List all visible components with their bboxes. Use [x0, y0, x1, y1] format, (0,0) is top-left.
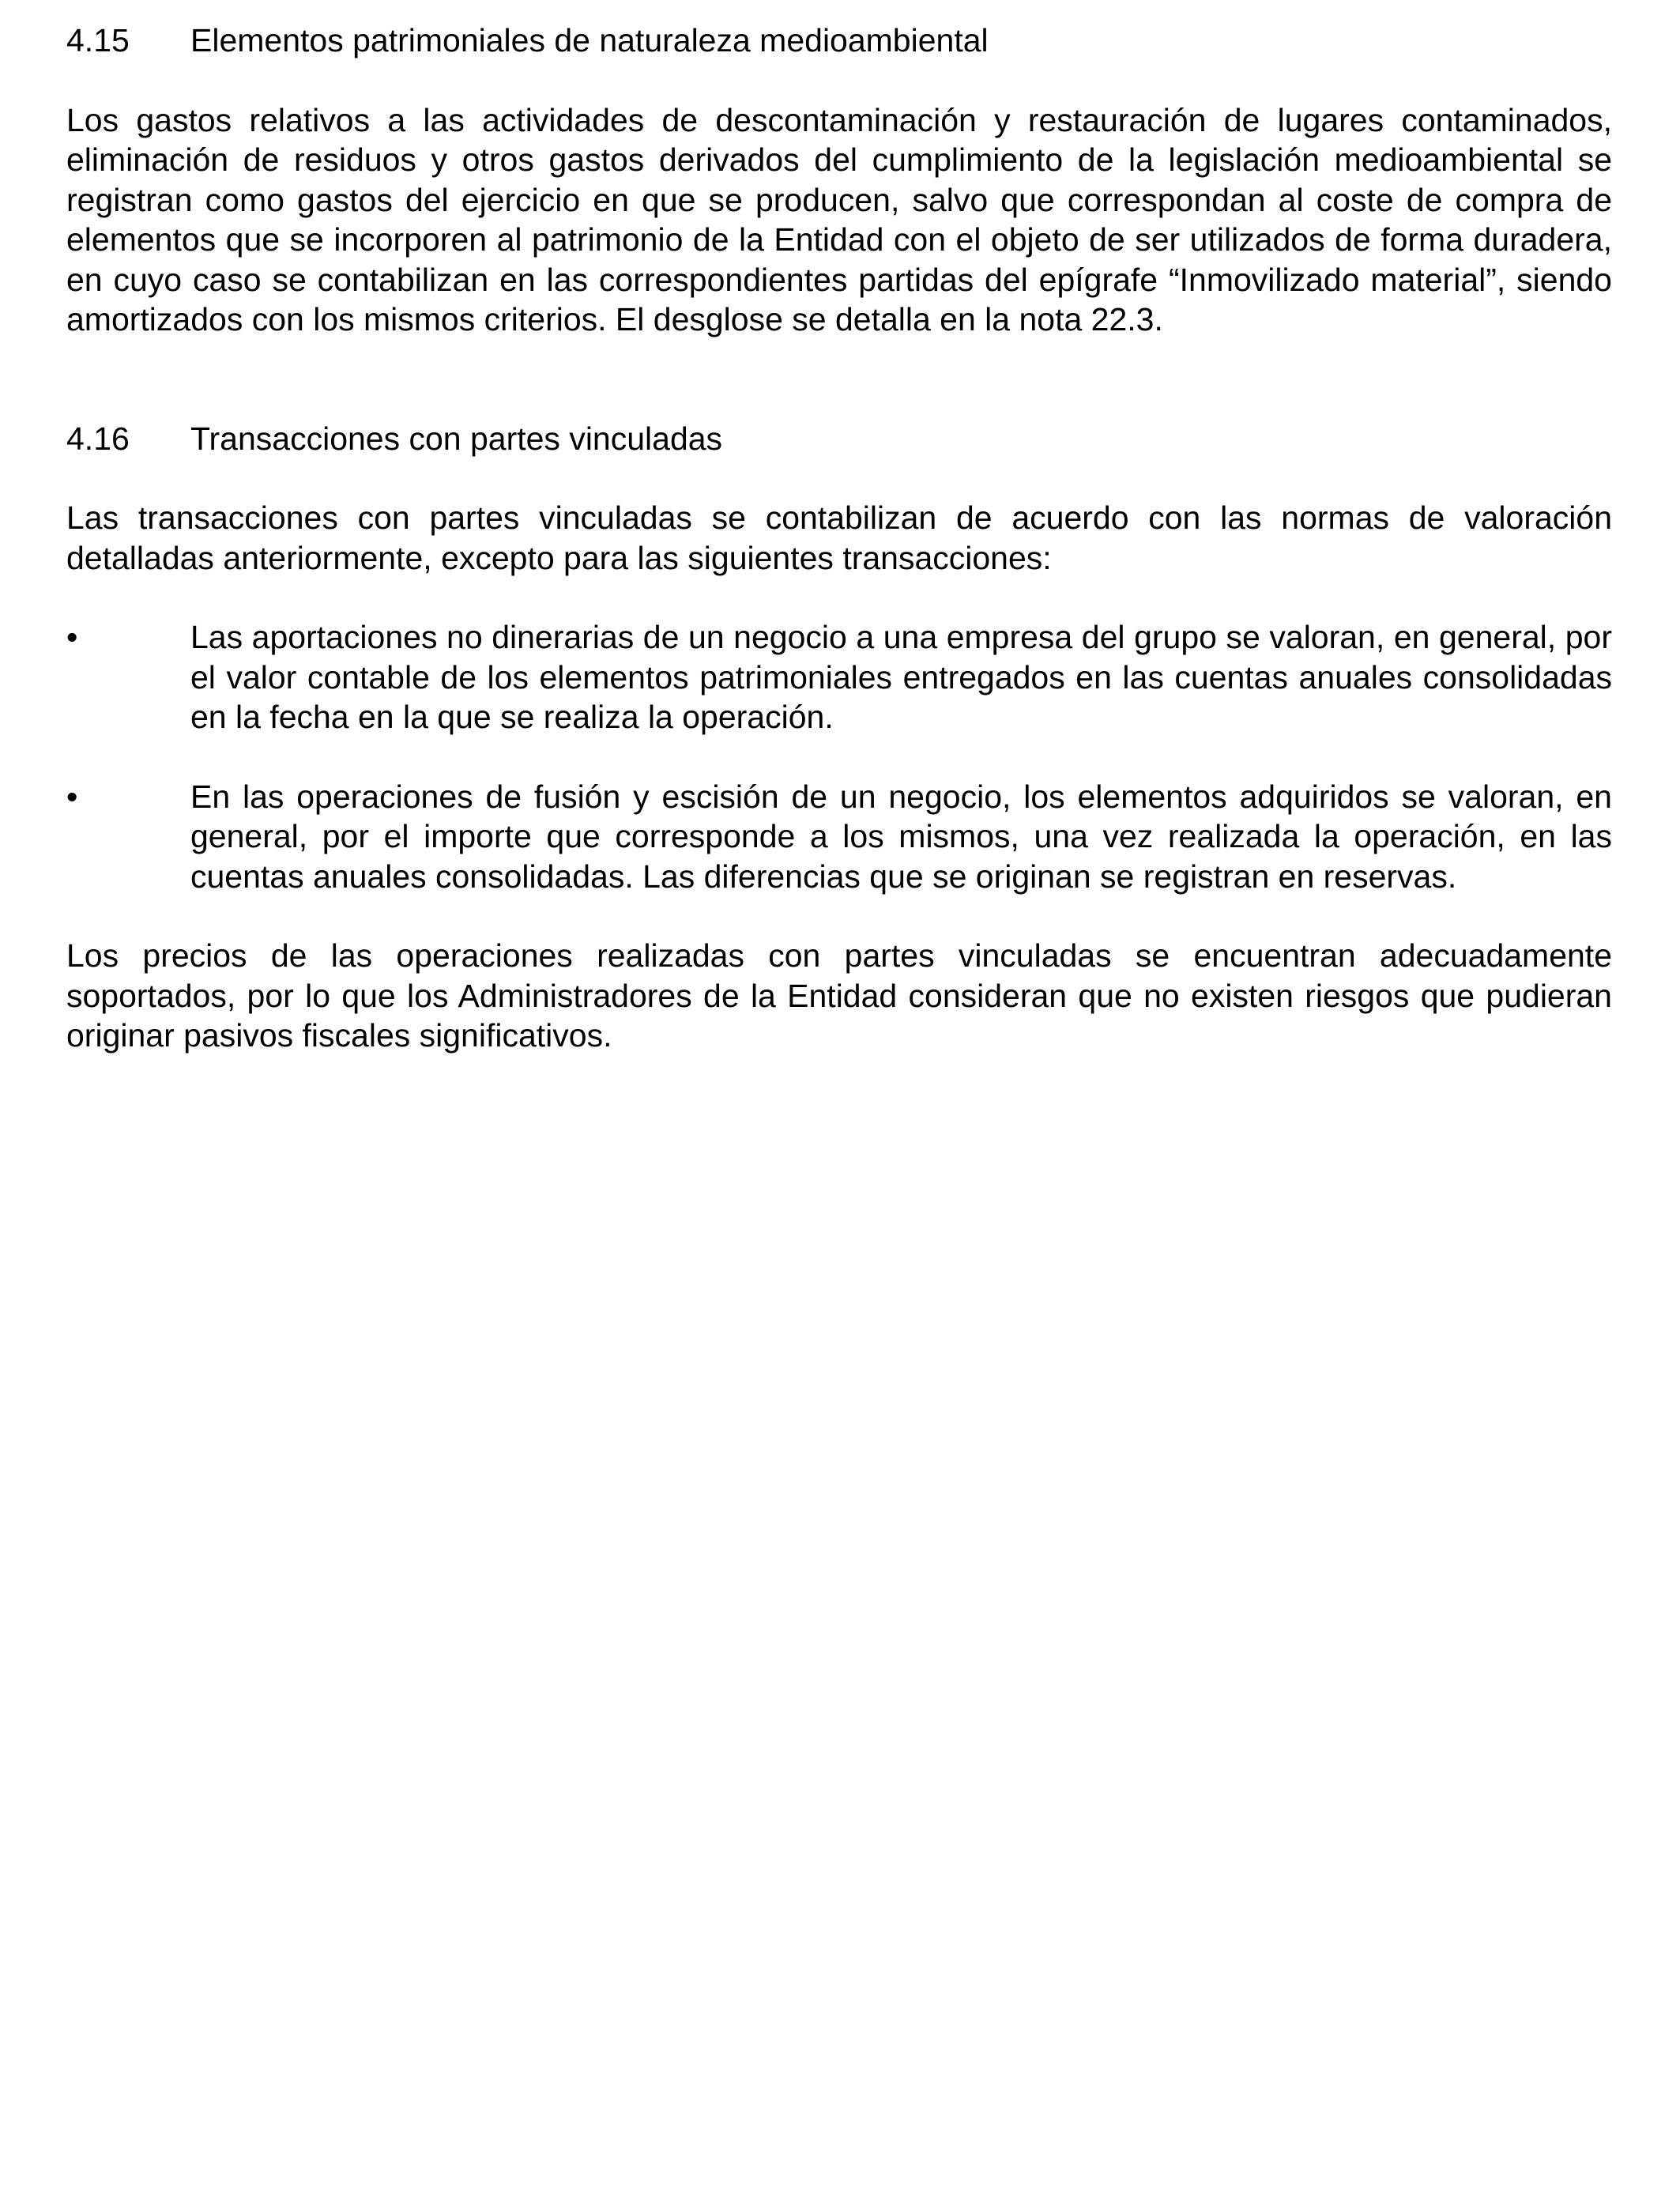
section-heading-4-16	[66, 419, 1612, 459]
section-4-16-intro: Las transacciones con partes vinculadas se contabilizan de acuerdo con las normas de valoración detalladas anteriormente, excepto para las siguientes transacciones:	[66, 499, 1612, 576]
bullet-mark: •	[66, 619, 78, 655]
bullet-mark: •	[66, 778, 78, 815]
bullet-text: Las aportaciones no dinerarias de un negocio a una empresa del grupo se valoran, en general, por el valor contable de los elementos patrimoniales entregados en las cuentas anuales consolidadas en la fecha en la que se realiza la operación.	[190, 619, 1612, 735]
section-title: Elementos patrimoniales de naturaleza medioambiental	[190, 22, 989, 58]
section-title: Transacciones con partes vinculadas	[190, 420, 723, 457]
bullet-item	[66, 617, 1612, 737]
section-4-16-closing: Los precios de las operaciones realizadas con partes vinculadas se encuentran adecuadamente soportados, por lo que los Administradores de la Entidad consideran que no existen riesgos que pudieran originar pasivos fiscales significativos.	[66, 937, 1612, 1054]
document-page	[66, 21, 1612, 1056]
section-number: 4.16	[66, 420, 130, 457]
section-number: 4.15	[66, 22, 130, 58]
section-heading-4-15	[66, 21, 1612, 61]
bullet-item	[66, 777, 1612, 897]
bullet-text: En las operaciones de fusión y escisión de un negocio, los elementos adquiridos se valoran, en general, por el importe que corresponde a los mismos, una vez realizada la operación, en las cuentas anuales consolidadas. Las diferencias que se originan se registran en reservas.	[190, 778, 1612, 895]
section-4-15-paragraph: Los gastos relativos a las actividades de descontaminación y restauración de lugares contaminados, eliminación de residuos y otros gastos derivados del cumplimiento de la legislación medioambiental se registran como gastos del ejercicio en que se producen, salvo que correspondan al coste de compra de elementos que se incorporen al patrimonio de la Entidad con el objeto de ser utilizados de forma duradera, en cuyo caso se contabilizan en las correspondientes partidas del epígrafe “Inmovilizado material”, siendo amortizados con los mismos criterios. El desglose se detalla en la nota 22.3.	[66, 101, 1612, 337]
